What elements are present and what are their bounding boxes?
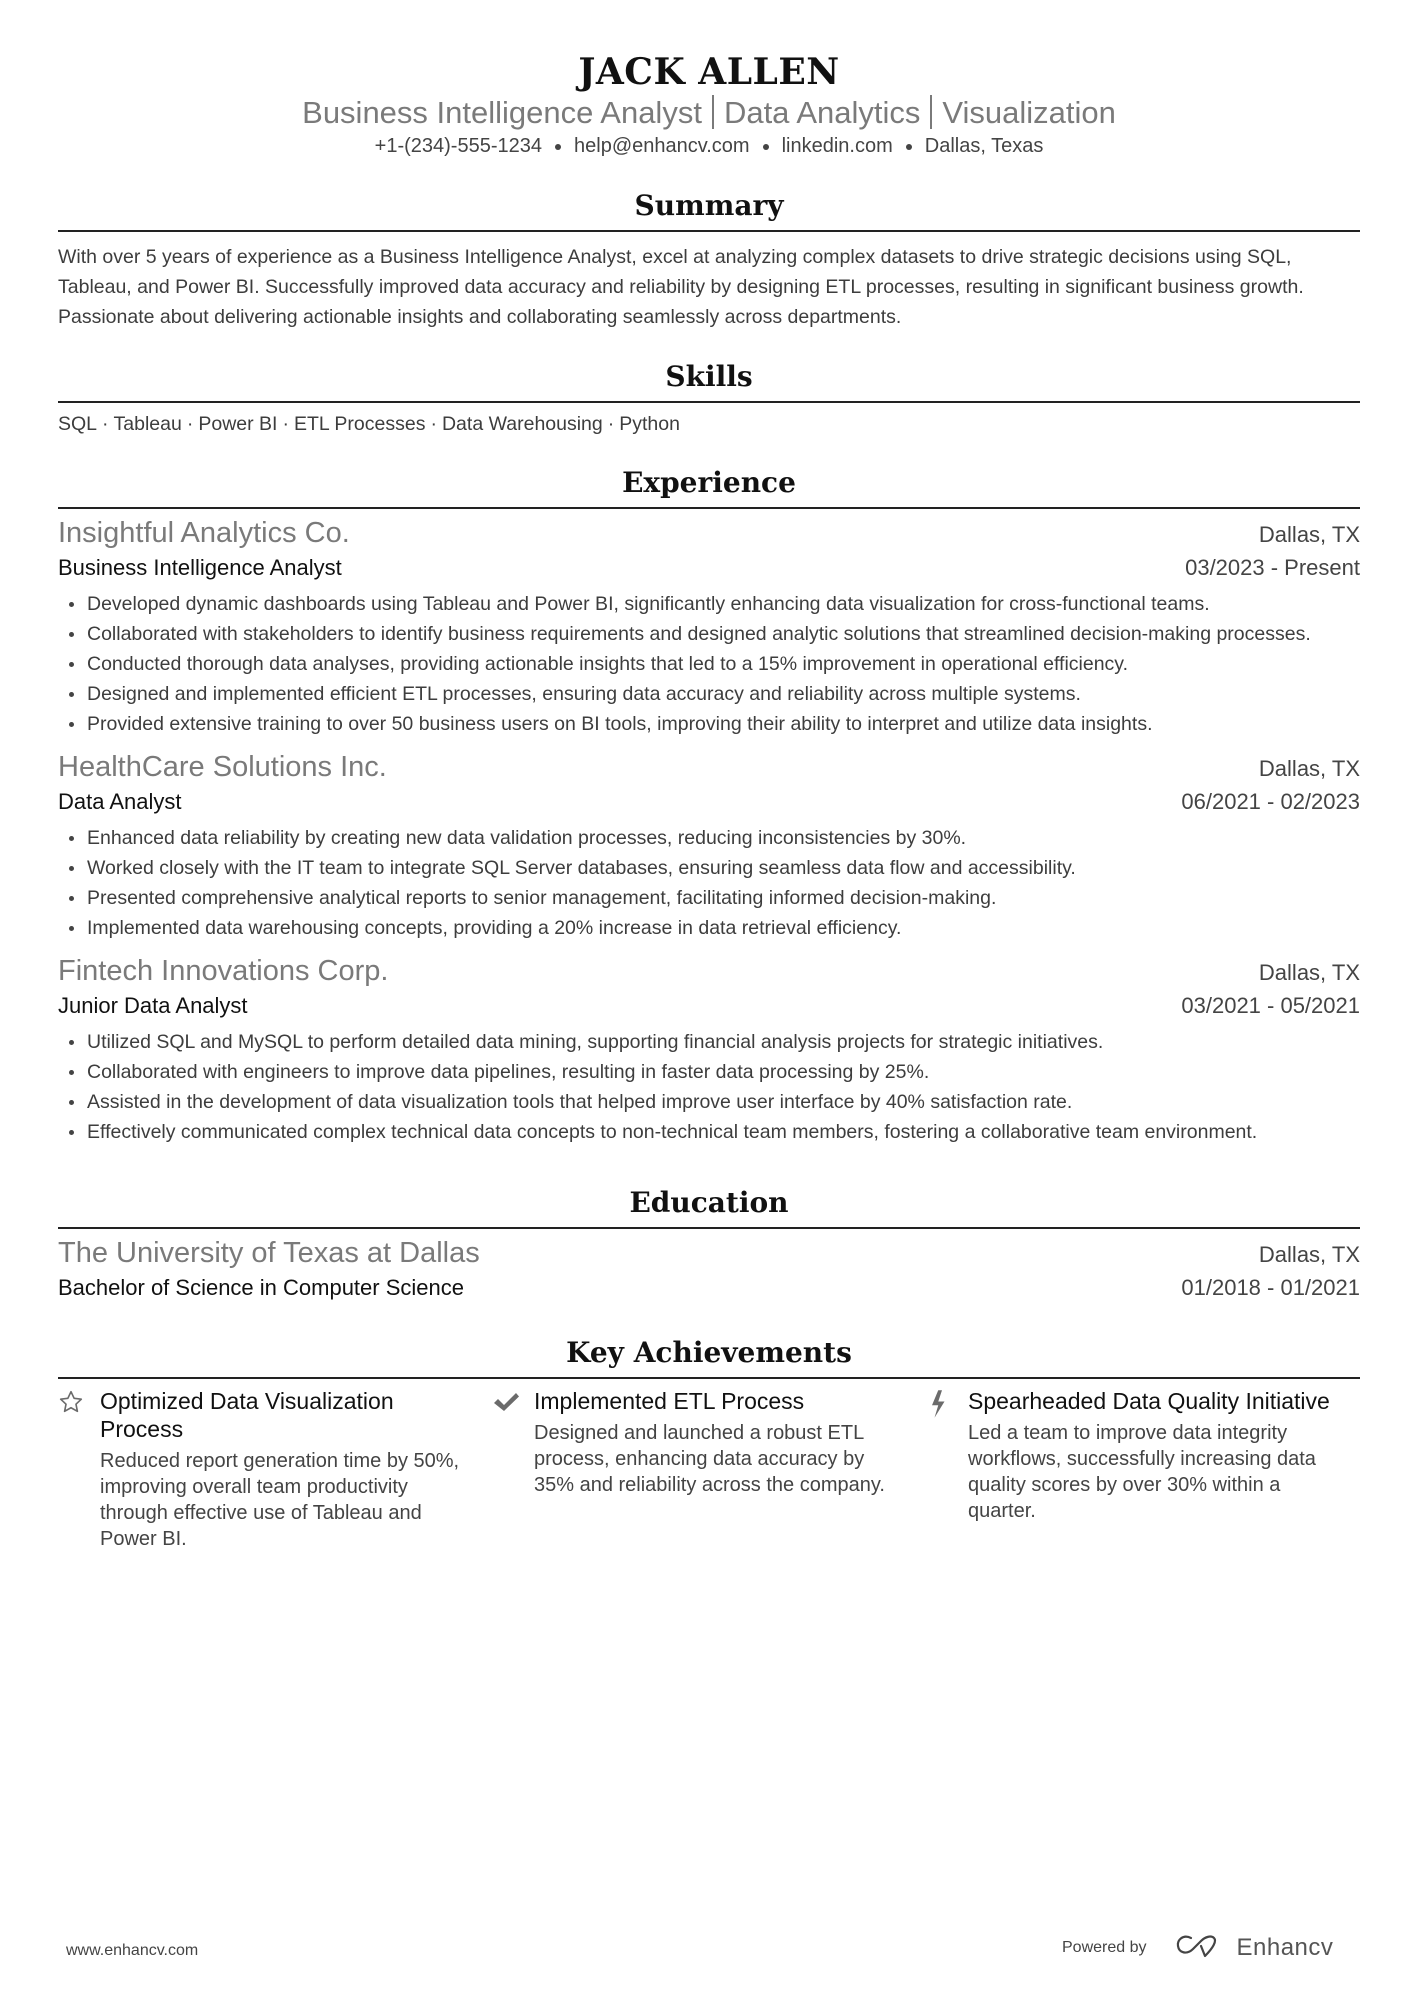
school-location: Dallas, TX [1258,1242,1360,1267]
skill-separator: · [282,413,289,435]
skill-item: SQL [58,413,98,435]
education-dates: 01/2018 - 01/2021 [1181,1275,1360,1300]
section-divider [58,1377,1360,1379]
company-name: Insightful Analytics Co. [58,517,350,549]
achievements-grid [58,1387,1360,1552]
achievement-title: Spearheaded Data Quality Initiative [968,1388,1330,1414]
bullet-item: Collaborated with engineers to improve data pipelines, resulting in faster data processing by 25%. [58,1057,1360,1087]
bullet-item: Provided extensive training to over 50 business users on BI tools, improving their ability to interpret and utilize data insights. [58,709,1360,739]
section-title: Key Achievements [566,1336,852,1369]
section-title: Education [629,1186,789,1219]
star-icon [58,1387,100,1552]
bullet-item: Developed dynamic dashboards using Tableau and Power BI, significantly enhancing data visualization for cross-functional teams. [58,589,1360,619]
contact-line [58,132,1360,160]
linkedin-link[interactable]: linkedin.com [781,135,893,157]
company-name: Fintech Innovations Corp. [58,955,389,987]
achievement-description: Led a team to improve data integrity workflows, successfully increasing data quality scores by over 30% within a quarter. [968,1422,1316,1522]
section-title: Skills [665,360,753,393]
headline-separator [712,95,714,129]
bullet-item: Worked closely with the IT team to integrate SQL Server databases, ensuring seamless data flow and accessibility. [58,853,1360,883]
section-divider [58,401,1360,403]
footer-branding[interactable] [1062,1932,1333,1963]
bullet-item: Designed and implemented efficient ETL processes, ensuring data accuracy and reliability across multiple systems. [58,679,1360,709]
footer-website-link[interactable]: www.enhancv.com [66,1942,199,1959]
job-entry [58,515,1360,739]
candidate-name: JACK ALLEN [578,51,840,93]
education-section [58,1185,1360,1305]
experience-section [58,465,1360,1147]
skill-item: Data Warehousing [441,413,603,435]
location: Dallas, Texas [924,135,1044,157]
headline-separator [930,95,932,129]
bullet-item: Enhanced data reliability by creating new data validation processes, reducing inconsistencies by 30%. [58,823,1360,853]
section-divider [58,230,1360,232]
job-title: Junior Data Analyst [58,993,248,1018]
bullet-item: Assisted in the development of data visualization tools that helped improve user interface by 40% satisfaction rate. [58,1087,1360,1117]
skill-separator: · [186,413,194,435]
job-entry [58,749,1360,943]
skill-item: Tableau [113,413,182,435]
achievements-section [58,1335,1360,1552]
job-bullets [58,823,1360,943]
job-bullets [58,589,1360,739]
summary-section [58,188,1360,332]
achievement-title: Implemented ETL Process [534,1388,805,1414]
phone[interactable]: +1-(234)-555-1234 [374,135,542,157]
headline-focus-2: Visualization [942,95,1116,130]
resume-page [58,0,1360,1552]
bullet-separator [763,144,769,150]
bullet-item: Implemented data warehousing concepts, providing a 20% increase in data retrieval efficiency. [58,913,1360,943]
section-title: Summary [634,189,784,222]
powered-by-label: Powered by [1062,1938,1147,1956]
resume-header [58,0,1360,160]
headline-focus-1: Data Analytics [723,95,921,130]
achievement-title: Optimized Data Visualization Process [100,1388,394,1442]
job-location: Dallas, TX [1258,960,1360,985]
skills-list [58,409,1360,439]
company-name: HealthCare Solutions Inc. [58,751,387,783]
section-title: Experience [622,466,796,499]
job-dates: 03/2021 - 05/2021 [1181,993,1360,1018]
education-entry [58,1235,1360,1305]
section-divider [58,1227,1360,1229]
bullet-separator [555,144,561,150]
school-name: The University of Texas at Dallas [58,1237,480,1269]
job-location: Dallas, TX [1258,522,1360,547]
achievement-item [926,1387,1360,1552]
bullet-item: Utilized SQL and MySQL to perform detailed data mining, supporting financial analysis projects for strategic initiatives. [58,1027,1360,1057]
degree: Bachelor of Science in Computer Science [58,1275,464,1300]
job-dates: 06/2021 - 02/2023 [1181,789,1360,814]
skill-separator: · [430,413,437,435]
job-dates: 03/2023 - Present [1185,555,1360,580]
bullet-item: Presented comprehensive analytical reports to senior management, facilitating informed decision-making. [58,883,1360,913]
achievement-item [58,1387,492,1552]
headline-role: Business Intelligence Analyst [302,95,702,130]
achievement-item [492,1387,926,1552]
job-bullets [58,1027,1360,1147]
achievement-description: Reduced report generation time by 50%, improving overall team productivity through effective use of Tableau and Power BI. [100,1450,460,1550]
job-entry [58,953,1360,1147]
enhancv-brand: Enhancv [1236,1933,1334,1961]
achievement-description: Designed and launched a robust ETL process, enhancing data accuracy by 35% and reliability across the company. [534,1422,885,1496]
summary-text: With over 5 years of experience as a Business Intelligence Analyst, excel at analyzing complex datasets to drive strategic decisions using SQL, Tableau, and Power BI. Successfully improved data accuracy and reliability by designing ETL processes, resulting in significant business growth. Passionate about delivering actionable insights and collaborating seamlessly across departments. [58,246,1304,328]
bullet-separator [906,144,912,150]
email-link[interactable]: help@enhancv.com [574,135,750,157]
job-location: Dallas, TX [1258,756,1360,781]
skills-section [58,359,1360,439]
job-title: Business Intelligence Analyst [58,555,342,580]
skill-item: ETL Processes [293,413,426,435]
bullet-item: Effectively communicated complex technical data concepts to non-technical team members, fostering a collaborative team environment. [58,1117,1360,1147]
lightning-bolt-icon [926,1387,968,1552]
job-title: Data Analyst [58,789,182,814]
bullet-item: Collaborated with stakeholders to identify business requirements and designed analytic solutions that streamlined decision-making processes. [58,619,1360,649]
enhancv-logo-icon [1175,1932,1223,1963]
checkmark-icon [492,1387,534,1552]
skill-separator: · [607,413,615,435]
skill-item: Power BI [198,413,278,435]
skill-item: Python [619,413,680,435]
skill-separator: · [102,413,109,435]
headline [58,94,1360,132]
bullet-item: Conducted thorough data analyses, providing actionable insights that led to a 15% improvement in operational efficiency. [58,649,1360,679]
section-divider [58,507,1360,509]
